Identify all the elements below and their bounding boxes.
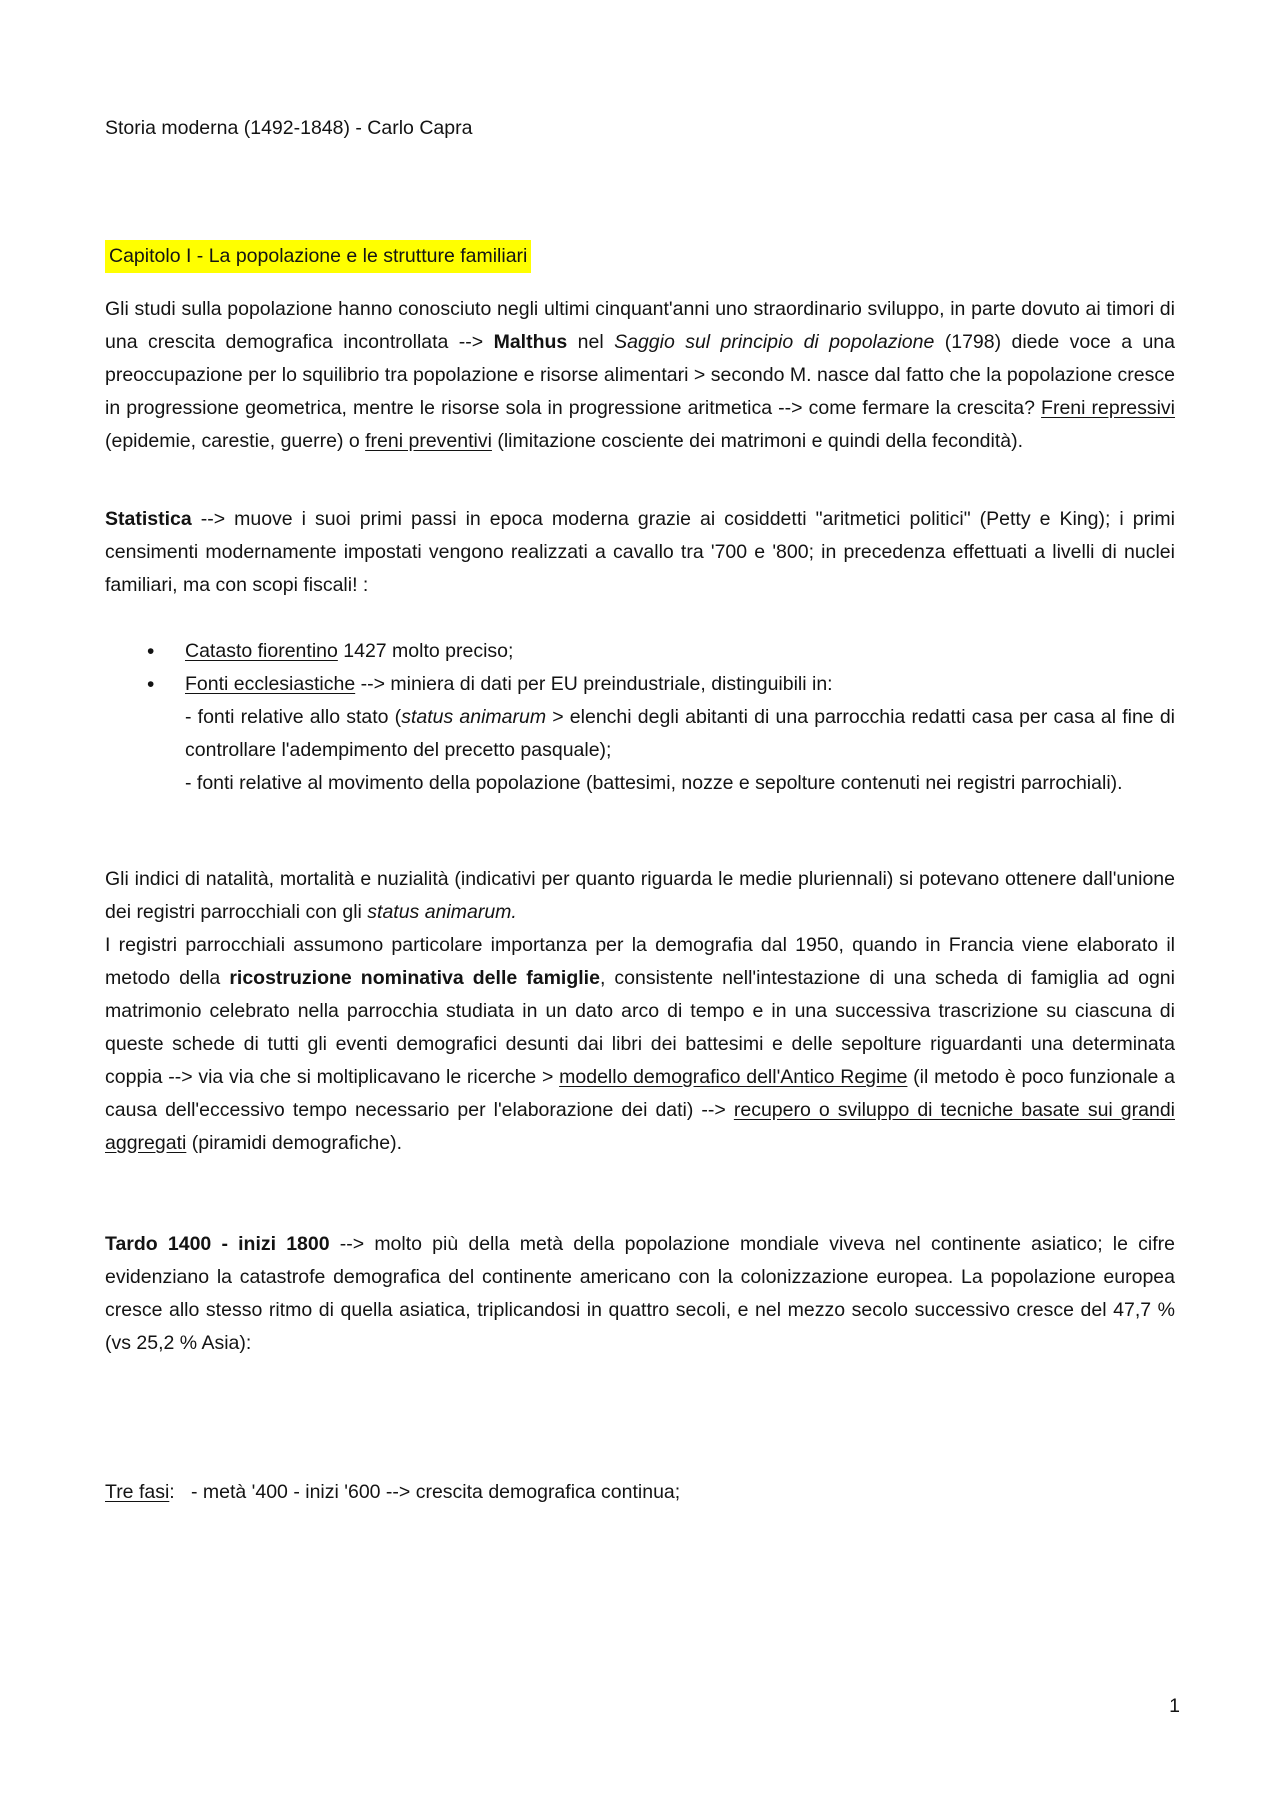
paragraph-tre-fasi: Tre fasi: - metà '400 - inizi '600 --> crescita demografica continua; [105,1481,681,1503]
bullet-list [105,635,1175,701]
chapter-heading-highlighted: Capitolo I - La popolazione e le strutture familiari [105,240,531,273]
document-page [105,0,1175,1509]
paragraph-statistica: Statistica --> muove i suoi primi passi in epoca moderna grazie ai cosiddetti "aritmetici politici" (Petty e King); i primi censimenti modernamente impostati vengono realizzati a cavallo tra '700 e '800; in precedenza effettuati a livelli di nuclei familiari, ma con scopi fiscali! : [105,508,1175,596]
paragraph-indici: Gli indici di natalità, mortalità e nuzialità (indicativi per quanto riguarda le medie pluriennali) si potevano ottenere dall'unione dei registri parrocchiali con gli status animarum. [105,868,1175,923]
list-item-catasto: • Catasto fiorentino 1427 molto preciso; [105,635,1175,668]
chapter-heading-row [105,240,1175,273]
list-subitem-fonti-movimento: - fonti relative al movimento della popolazione (battesimi, nozze e sepolture contenuti nei registri parrochiali). [185,772,1123,794]
list-subitem-fonti-stato: - fonti relative allo stato (status animarum > elenchi degli abitanti di una parrocchia redatti casa per casa al fine di controllare l'adempimento del precetto pasquale); [185,706,1175,761]
paragraph-tardo-1400: Tardo 1400 - inizi 1800 --> molto più della metà della popolazione mondiale viveva nel continente asiatico; le cifre evidenziano la catastrofe demografica del continente americano con la colonizzazione europea. La popolazione europea cresce allo stesso ritmo di quella asiatica, triplicandosi in quattro secoli, e nel mezzo secolo successivo cresce del 47,7 % (vs 25,2 % Asia): [105,1233,1175,1354]
list-item-fonti: • Fonti ecclesiastiche --> miniera di dati per EU preindustriale, distinguibili in: [105,668,1175,701]
paragraph-registri-parrocchiali: I registri parrocchiali assumono particolare importanza per la demografia dal 1950, quando in Francia viene elaborato il metodo della ricostruzione nominativa delle famiglie, consistente nell'intestazione di una scheda di famiglia ad ogni matrimonio celebrato nella parrocchia studiata in un dato arco di tempo e in una successiva trascrizione su ciascuna di queste schede di tutti gli eventi demografici desunti dai libri dei battesimi e delle sepolture riguardanti una determinata coppia --> via via che si moltiplicavano le ricerche > modello demografico dell'Antico Regime (il metodo è poco funzionale a causa dell'eccessivo tempo necessario per l'elaborazione dei dati) --> recupero o sviluppo di tecniche basate sui grandi aggregati (piramidi demografiche). [105,934,1175,1154]
paragraph-malthus: Gli studi sulla popolazione hanno conosciuto negli ultimi cinquant'anni uno straordinario sviluppo, in parte dovuto ai timori di una crescita demografica incontrollata --> Malthus nel Saggio sul principio di popolazione (1798) diede voce a una preoccupazione per lo squilibrio tra popolazione e risorse alimentari > secondo M. nasce dal fatto che la popolazione cresce in progressione geometrica, mentre le risorse sola in progressione aritmetica --> come fermare la crescita? Freni repressivi (epidemie, carestie, guerre) o freni preventivi (limitazione cosciente dei matrimoni e quindi della fecondità). [105,298,1175,452]
page-number: 1 [1169,1695,1180,1717]
page-title: Storia moderna (1492-1848) - Carlo Capra [105,117,473,139]
